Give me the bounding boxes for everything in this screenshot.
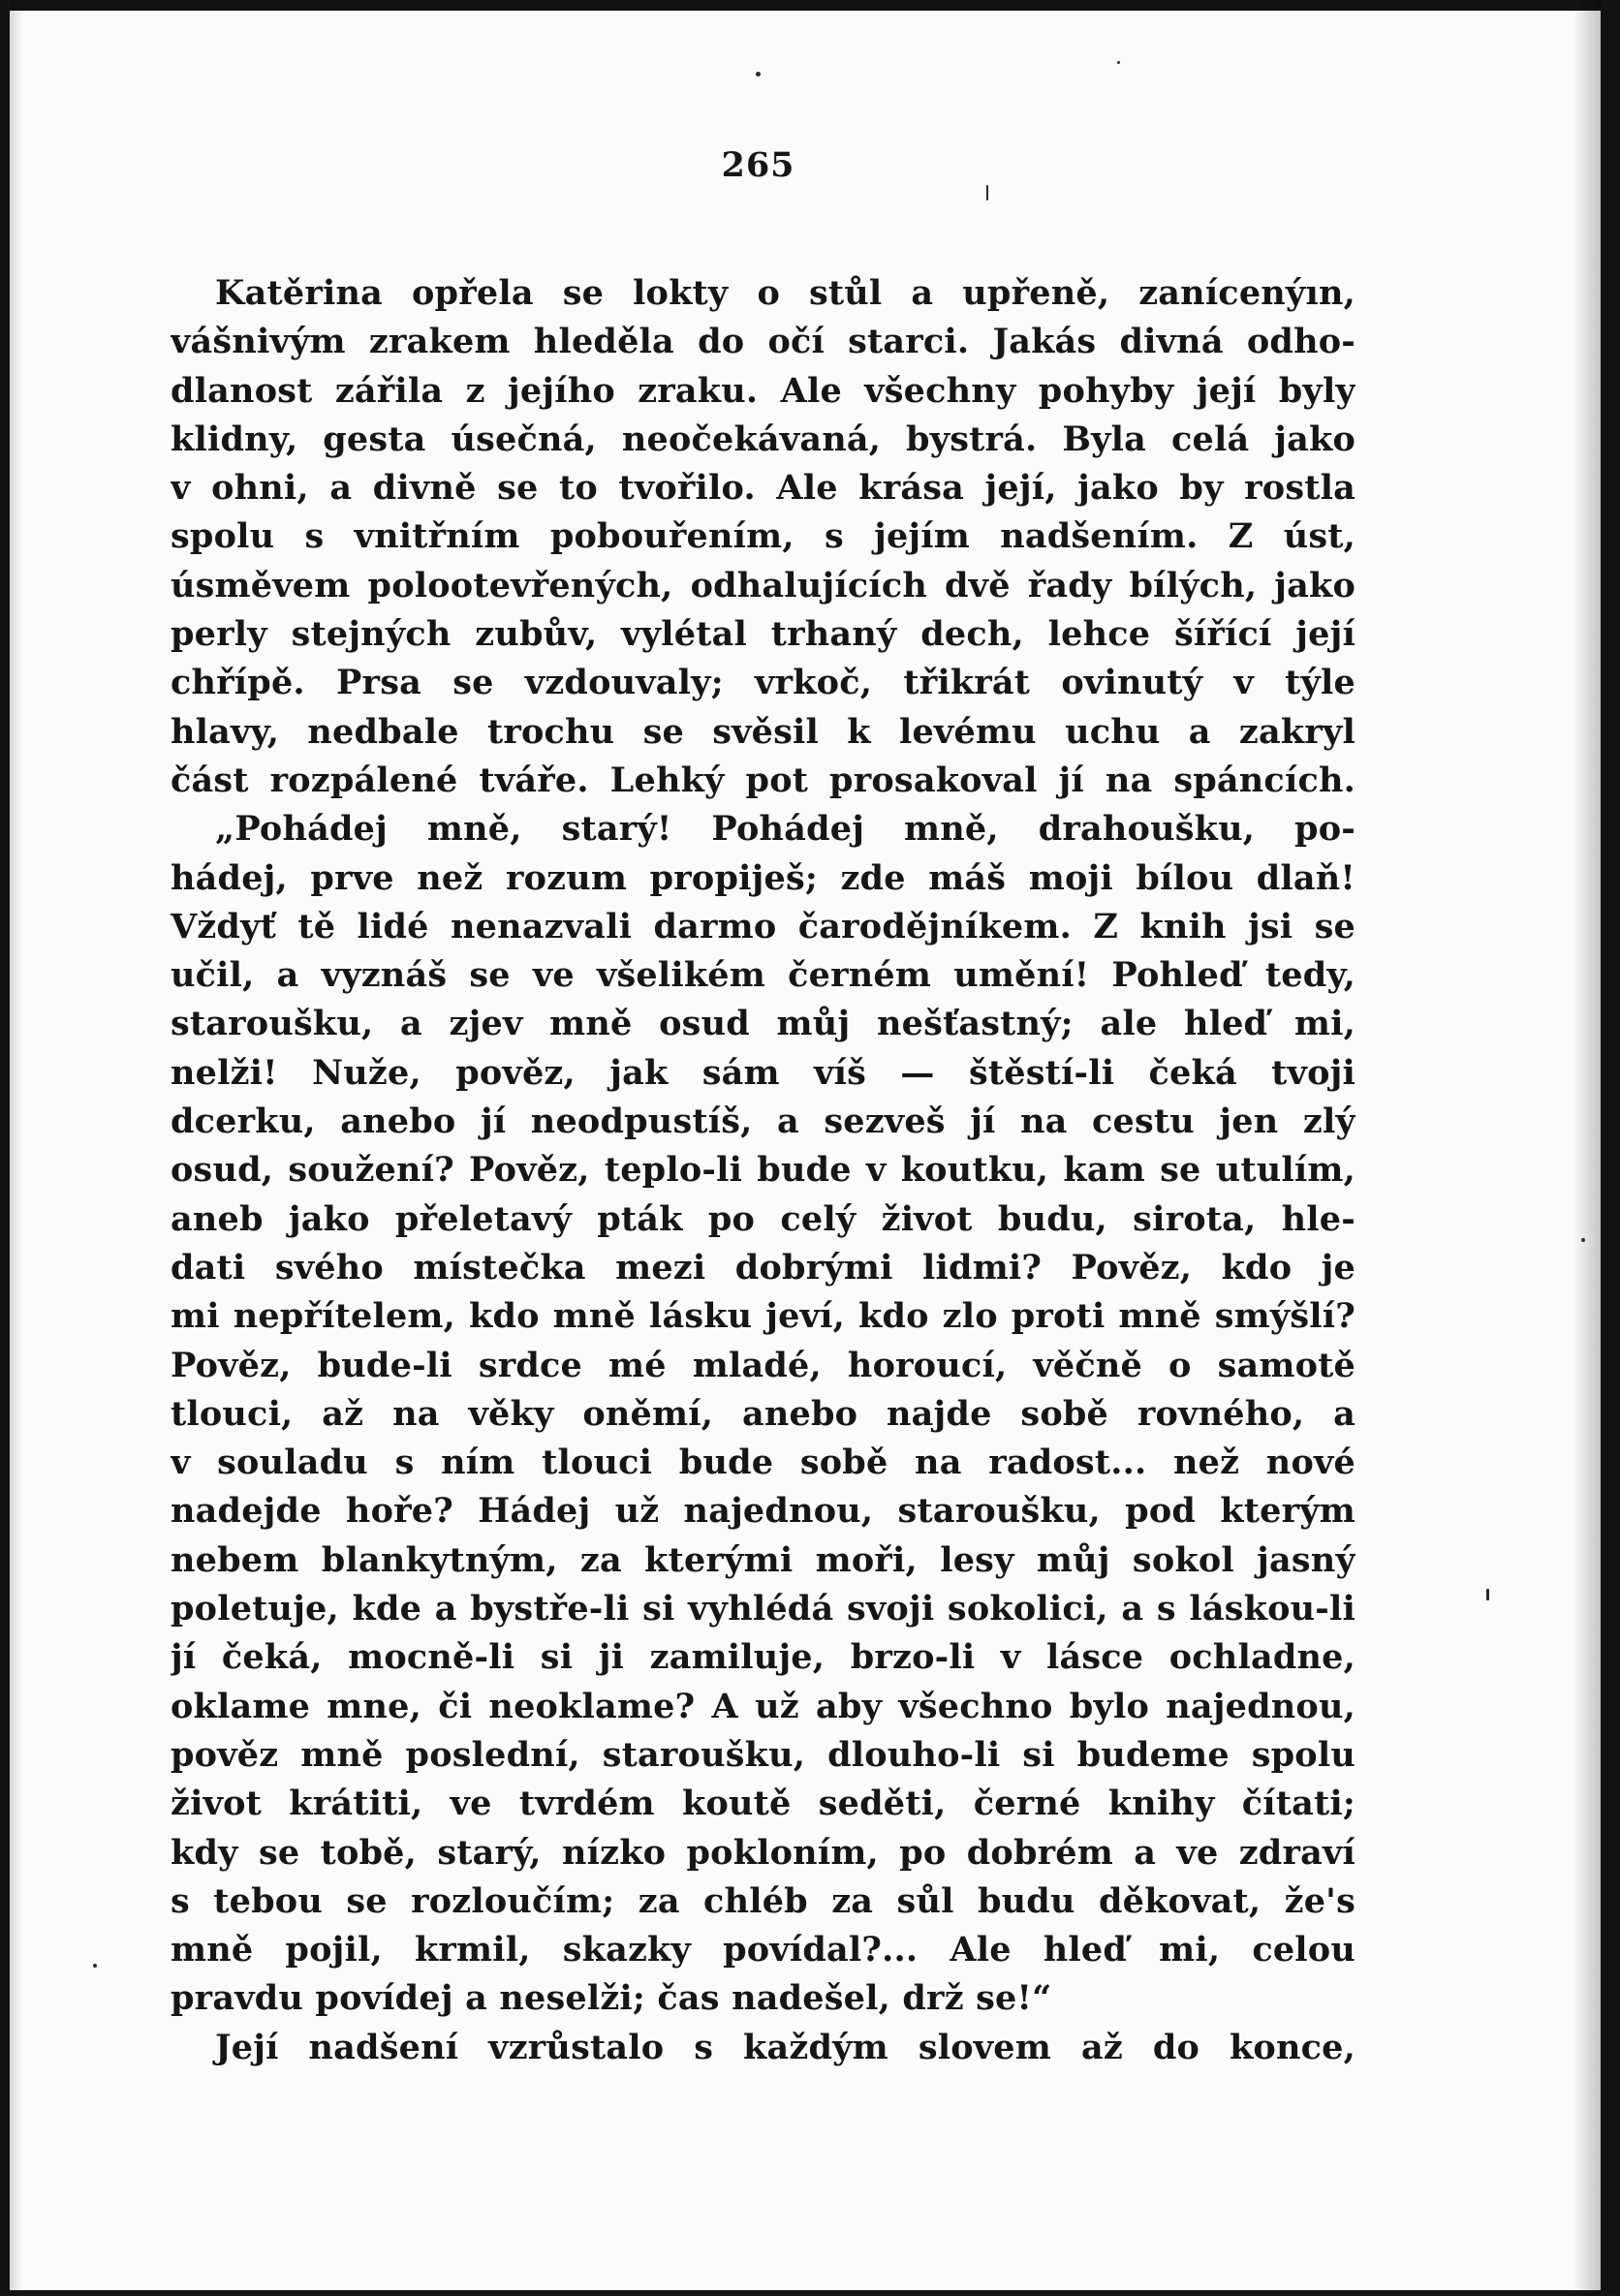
- text-line: hádej, prve než rozum propiješ; zde máš moji bílou dlaň!: [171, 857, 1355, 898]
- text-line: oklame mne, či neoklame? A už aby všechno bylo najednou,: [171, 1686, 1355, 1726]
- page-shadow-right: [1573, 0, 1601, 2296]
- text-line: jí čeká, mocně-li si ji zamiluje, brzo-li v lásce ochladne,: [171, 1637, 1355, 1678]
- text-line: staroušku, a zjev mně osud můj nešťastný; ale hleď mi,: [171, 1004, 1355, 1044]
- text-line: chřípě. Prsa se vzdouvaly; vrkoč, třikrát ovinutý v týle: [171, 663, 1355, 703]
- text-line: Katěrina opřela se lokty o stůl a upřeně, zanícenýın,: [215, 273, 1355, 313]
- text-line: část rozpálené tváře. Lehký pot prosakoval jí na spáncích.: [171, 760, 1355, 800]
- text-line: v souladu s ním tlouci bude sobě na radost... než nové: [171, 1443, 1355, 1483]
- text-line: Vždyť tě lidé nenazvali darmo čarodějníkem. Z knih jsi se: [171, 906, 1355, 946]
- text-line: nadejde hoře? Hádej už najednou, staroušku, pod kterým: [171, 1491, 1355, 1532]
- text-line: klidny, gesta úsečná, neočekávaná, bystrá. Byla celá jako: [171, 419, 1355, 459]
- text-line: hlavy, nedbale trochu se svěsil k levému uchu a zakryl: [171, 711, 1355, 752]
- text-line: život krátiti, ve tvrdém koutě seděti, černé knihy čítati;: [171, 1784, 1355, 1824]
- text-line: Její nadšení vzrůstalo s každým slovem až do konce,: [215, 2027, 1355, 2067]
- text-line: úsměvem polootevřených, odhalujících dvě řady bílých, jako: [171, 565, 1355, 605]
- text-line: spolu s vnitřním pobouřením, s jejím nadšením. Z úst,: [171, 516, 1355, 557]
- text-line: dati svého místečka mezi dobrými lidmi? Pověz, kdo je: [171, 1247, 1355, 1288]
- text-line: mi nepřítelem, kdo mně lásku jeví, kdo zlo proti mně smýšlí?: [171, 1296, 1355, 1337]
- text-line: „Pohádej mně, starý! Pohádej mně, drahoušku, po-: [215, 809, 1355, 850]
- text-line: s tebou se rozloučím; za chléb za sůl budu děkovat, že's: [171, 1880, 1355, 1921]
- text-line: dcerku, anebo jí neodpustíš, a sezveš jí na cestu jen zlý: [171, 1101, 1355, 1142]
- scan-speck: [1581, 1238, 1585, 1242]
- text-line: dlanost zářila z jejího zraku. Ale všechny pohyby její byly: [171, 370, 1355, 411]
- page-shadow-left: [10, 0, 23, 2296]
- text-line: tlouci, až na věky oněmí, anebo najde sobě rovného, a: [171, 1393, 1355, 1434]
- scan-speck: [1486, 1589, 1489, 1600]
- scan-speck: [986, 185, 988, 201]
- text-line: nebem blankytným, za kterými moři, lesy můj sokol jasný: [171, 1539, 1355, 1580]
- body-text: [171, 269, 1355, 2072]
- text-line: aneb jako přeletavý pták po celý život budu, sirota, hle-: [171, 1198, 1355, 1239]
- text-line: pověz mně poslední, staroušku, dlouho-li si budeme spolu: [171, 1734, 1355, 1775]
- scan-speck: [1117, 61, 1120, 64]
- scan-speck: [756, 72, 761, 77]
- scan-speck: [93, 1964, 97, 1968]
- text-line: pravdu povídej a neselži; čas nadešel, drž se!“: [171, 1978, 1052, 2019]
- text-line: Pověz, bude-li srdce mé mladé, horoucí, věčně o samotě: [171, 1345, 1355, 1385]
- text-line: kdy se tobě, starý, nízko pokloním, po dobrém a ve zdraví: [171, 1832, 1355, 1873]
- text-line: poletuje, kde a bystře-li si vyhlédá svoji sokolici, a s láskou-li: [171, 1589, 1355, 1629]
- text-line: v ohni, a divně se to tvořilo. Ale krása její, jako by rostla: [171, 468, 1355, 509]
- text-line: osud, soužení? Pověz, teplo-li bude v koutku, kam se utulím,: [171, 1150, 1355, 1191]
- text-line: perly stejných zubův, vylétal trhaný dech, lehce šířící její: [171, 614, 1355, 655]
- text-line: vášnivým zrakem hleděla do očí starci. Jakás divná odho-: [171, 322, 1355, 362]
- text-line: učil, a vyznáš se ve všelikém černém umění! Pohleď tedy,: [171, 955, 1355, 996]
- text-line: mně pojil, krmil, skazky povídal?... Ale hleď mi, celou: [171, 1930, 1355, 1970]
- text-line: nelži! Nuže, pověz, jak sám víš — štěstí-li čeká tvoji: [171, 1052, 1355, 1093]
- page-number: 265: [721, 145, 795, 185]
